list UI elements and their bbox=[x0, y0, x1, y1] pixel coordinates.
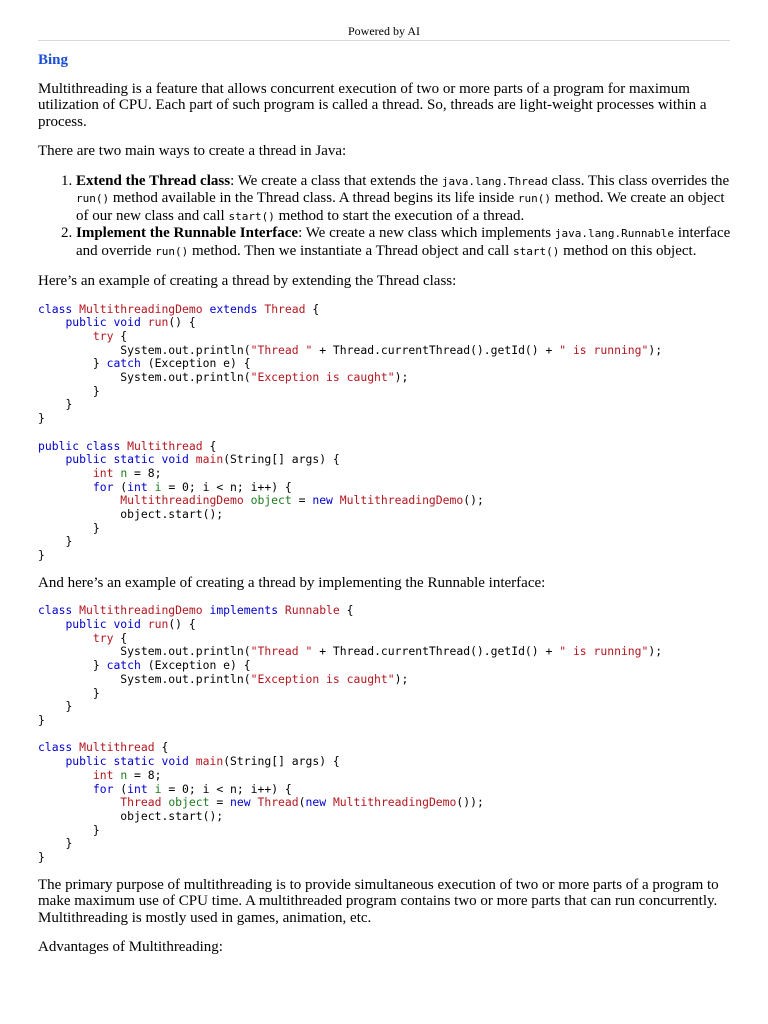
list-text: method. Then we instantiate a Thread object and call bbox=[188, 242, 514, 259]
inline-code: java.lang.Thread bbox=[441, 174, 548, 188]
ways-list bbox=[38, 173, 734, 261]
list-text: method to start the execution of a thread. bbox=[274, 207, 525, 224]
paragraph-example2-intro: And here’s an example of creating a thread by implementing the Runnable interface: bbox=[38, 574, 546, 591]
inline-code: run() bbox=[155, 244, 189, 258]
list-text: method on this object. bbox=[559, 242, 697, 259]
paragraph-ways: There are two main ways to create a thread in Java: bbox=[38, 143, 347, 159]
code-block-extends-thread: class MultithreadingDemo extends Thread { public void run() { try { System.out.println("Thread " + Thread.currentThread().getId() + " is running"); } catch (Exception e) { System.out.println("Exception is caught"); } } } public class Multithread { public static void main(String[] args) { int n = 8; for (int i = 0; i < n; i++) { MultithreadingDemo object = new MultithreadingDemo(); object.start(); } } } bbox=[38, 301, 663, 563]
list-text: class. This class overrides the bbox=[547, 172, 730, 189]
list-item bbox=[76, 173, 734, 226]
inline-code: java.lang.Runnable bbox=[554, 227, 675, 240]
list-item-title: Extend the Thread class bbox=[76, 172, 231, 189]
list-text: method. We create an object of our new class and call bbox=[76, 190, 725, 224]
header-title: Powered by AI bbox=[348, 24, 420, 38]
list-text: : We create a class that extends the bbox=[230, 172, 442, 189]
list-item-title: Implement the Runnable Interface bbox=[76, 225, 299, 241]
list-text: interface and override bbox=[76, 225, 731, 259]
paragraph-purpose: The primary purpose of multithreading is to provide simultaneous execution of two or more parts of a program to make maximum use of CPU time. A multithreaded program contains two or more parts that can run concurrently. Multithreading is mostly used in games, animation, etc. bbox=[38, 876, 719, 926]
inline-code: run() bbox=[517, 192, 552, 205]
paragraph-intro: Multithreading is a feature that allows concurrent execution of two or more parts of a program for maximum utilization of CPU. Each part of such program is called a thread. So, threads are light-weight processes within a process. bbox=[38, 80, 707, 130]
brand-link-bing[interactable]: Bing bbox=[38, 52, 69, 68]
document-body bbox=[38, 52, 734, 969]
header-divider bbox=[38, 40, 730, 41]
paragraph-example1-intro: Here’s an example of creating a thread by extending the Thread class: bbox=[38, 273, 457, 289]
paragraph-advantages: Advantages of Multithreading: bbox=[38, 939, 223, 956]
list-text: method available in the Thread class. A thread begins its life inside bbox=[109, 190, 518, 206]
list-item bbox=[76, 225, 734, 260]
inline-code: start() bbox=[228, 209, 275, 223]
inline-code: run() bbox=[76, 192, 110, 205]
list-text: : We create a new class which implements bbox=[298, 225, 555, 241]
inline-code: start() bbox=[513, 244, 560, 258]
code-block-implements-runnable: class MultithreadingDemo implements Runnable { public void run() { try { System.out.println("Thread " + Thread.currentThread().getId() + " is running"); } catch (Exception e) { System.out.println("Exception is caught"); } } } class Multithread { public static void main(String[] args) { int n = 8; for (int i = 0; i < n; i++) { Thread object = new Thread(new MultithreadingDemo()); object.start(); } } } bbox=[38, 603, 663, 865]
